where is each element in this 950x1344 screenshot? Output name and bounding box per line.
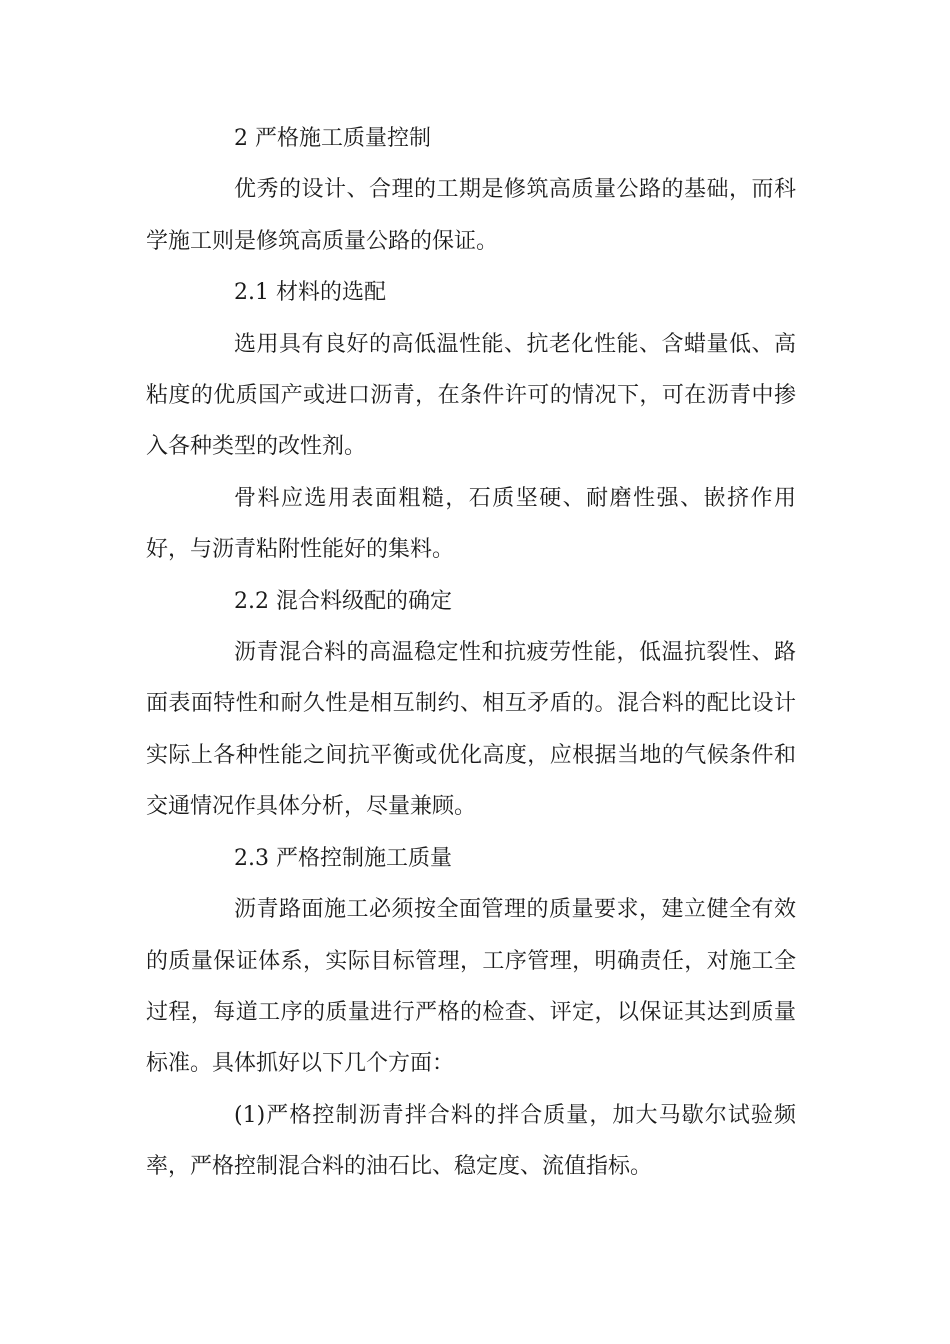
subsection-heading: 2.3 严格控制施工质量 (234, 845, 452, 871)
body-paragraph: 沥青混合料的高温稳定性和抗疲劳性能，低温抗裂性、路面表面特性和耐久性是相互制约、相互矛盾的。混合料的配比设计实际上各种性能之间抗平衡或优化高度，应根据当地的气候条件和交通情况作具体分析，尽量兼顾。 (146, 640, 796, 820)
body-paragraph: 选用具有良好的高低温性能、抗老化性能、含蜡量低、高粘度的优质国产或进口沥青，在条件许可的情况下，可在沥青中掺入各种类型的改性剂。 (146, 331, 796, 460)
subsection-heading: 2.2 混合料级配的确定 (234, 588, 452, 614)
body-paragraph: 骨料应选用表面粗糙，石质坚硬、耐磨性强、嵌挤作用好，与沥青粘附性能好的集料。 (146, 485, 796, 563)
body-paragraph: 优秀的设计、合理的工期是修筑高质量公路的基础，而科学施工则是修筑高质量公路的保证。 (146, 177, 796, 254)
list-item-paragraph: (1)严格控制沥青拌合料的拌合质量，加大马歇尔试验频率，严格控制混合料的油石比、稳定度、流值指标。 (146, 1102, 796, 1180)
document-body (146, 113, 796, 1193)
section-heading: 2 严格施工质量控制 (234, 126, 431, 151)
subsection-heading: 2.1 材料的选配 (234, 280, 386, 306)
body-paragraph: 沥青路面施工必须按全面管理的质量要求，建立健全有效的质量保证体系，实际目标管理，工序管理，明确责任，对施工全过程，每道工序的质量进行严格的检查、评定，以保证其达到质量标准。具体抓好以下几个方面： (146, 897, 796, 1077)
